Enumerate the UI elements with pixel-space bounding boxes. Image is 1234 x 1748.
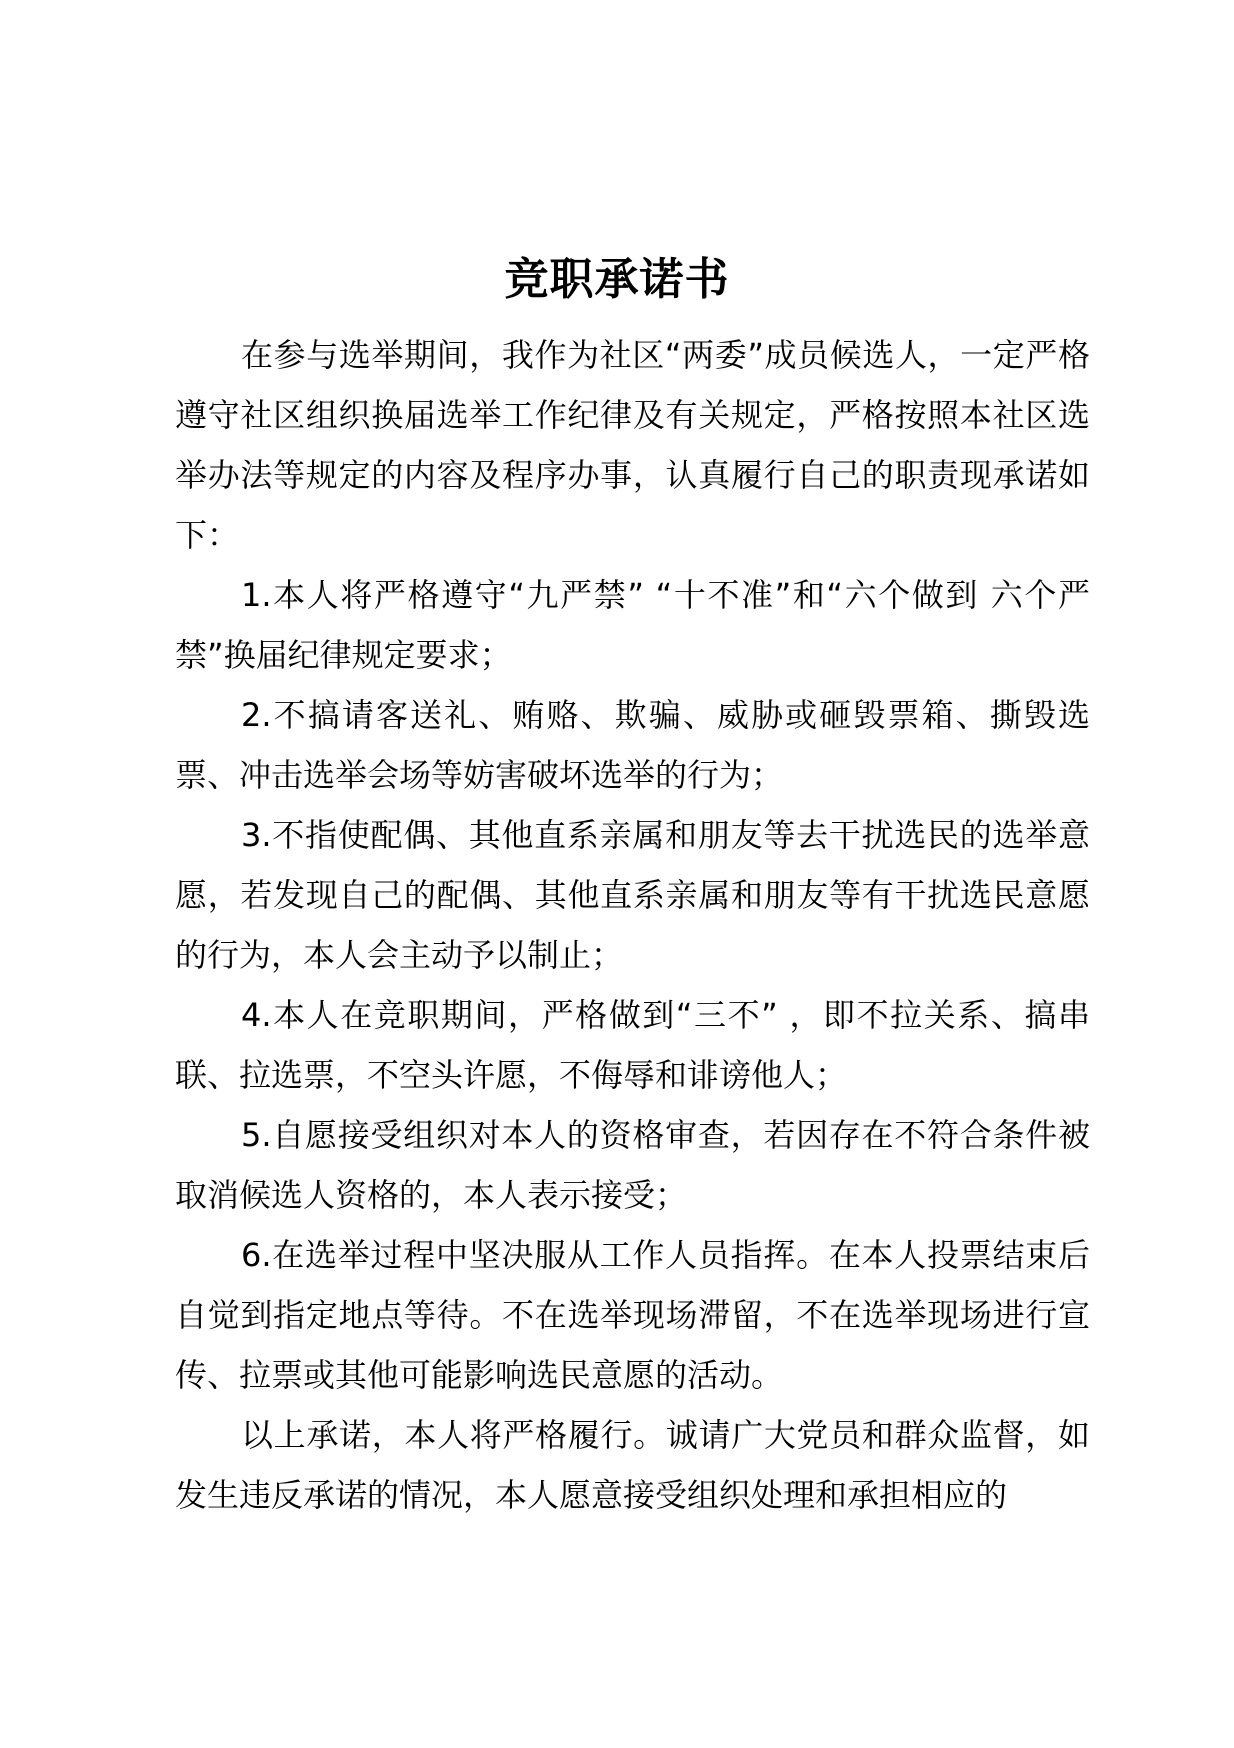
- paragraph-item-4: 4.本人在竞职期间，严格做到“三不” ，即不拉关系、搞串联、拉选票，不空头许愿，不侮辱和诽谤他人；: [175, 996, 1090, 1094]
- document-body: [175, 325, 1090, 1525]
- paragraph-item-3: 3.不指使配偶、其他直系亲属和朋友等去干扰选民的选举意愿，若发现自己的配偶、其他直系亲属和朋友等有干扰选民意愿的行为，本人会主动予以制止；: [175, 816, 1090, 974]
- paragraph-item-2: 2.不搞请客送礼、贿赂、欺骗、威胁或砸毁票箱、撕毁选票、冲击选举会场等妨害破坏选举的行为；: [175, 696, 1090, 794]
- paragraph-intro: 在参与选举期间，我作为社区“两委”成员候选人，一定严格遵守社区组织换届选举工作纪律及有关规定，严格按照本社区选举办法等规定的内容及程序办事，认真履行自己的职责现承诺如下：: [175, 336, 1090, 554]
- paragraph-item-1: 1.本人将严格遵守“九严禁” “十不准”和“六个做到 六个严禁”换届纪律规定要求；: [175, 576, 1090, 674]
- document-title: 竞职承诺书: [504, 254, 730, 305]
- paragraph-item-5: 5.自愿接受组织对本人的资格审查，若因存在不符合条件被取消候选人资格的，本人表示接受；: [175, 1116, 1090, 1214]
- paragraph-closing: 以上承诺，本人将严格履行。诚请广大党员和群众监督，如发生违反承诺的情况，本人愿意接受组织处理和承担相应的: [175, 1416, 1090, 1514]
- paragraph-item-6: 6.在选举过程中坚决服从工作人员指挥。在本人投票结束后自觉到指定地点等待。不在选举现场滞留，不在选举现场进行宣传、拉票或其他可能影响选民意愿的活动。: [175, 1236, 1090, 1394]
